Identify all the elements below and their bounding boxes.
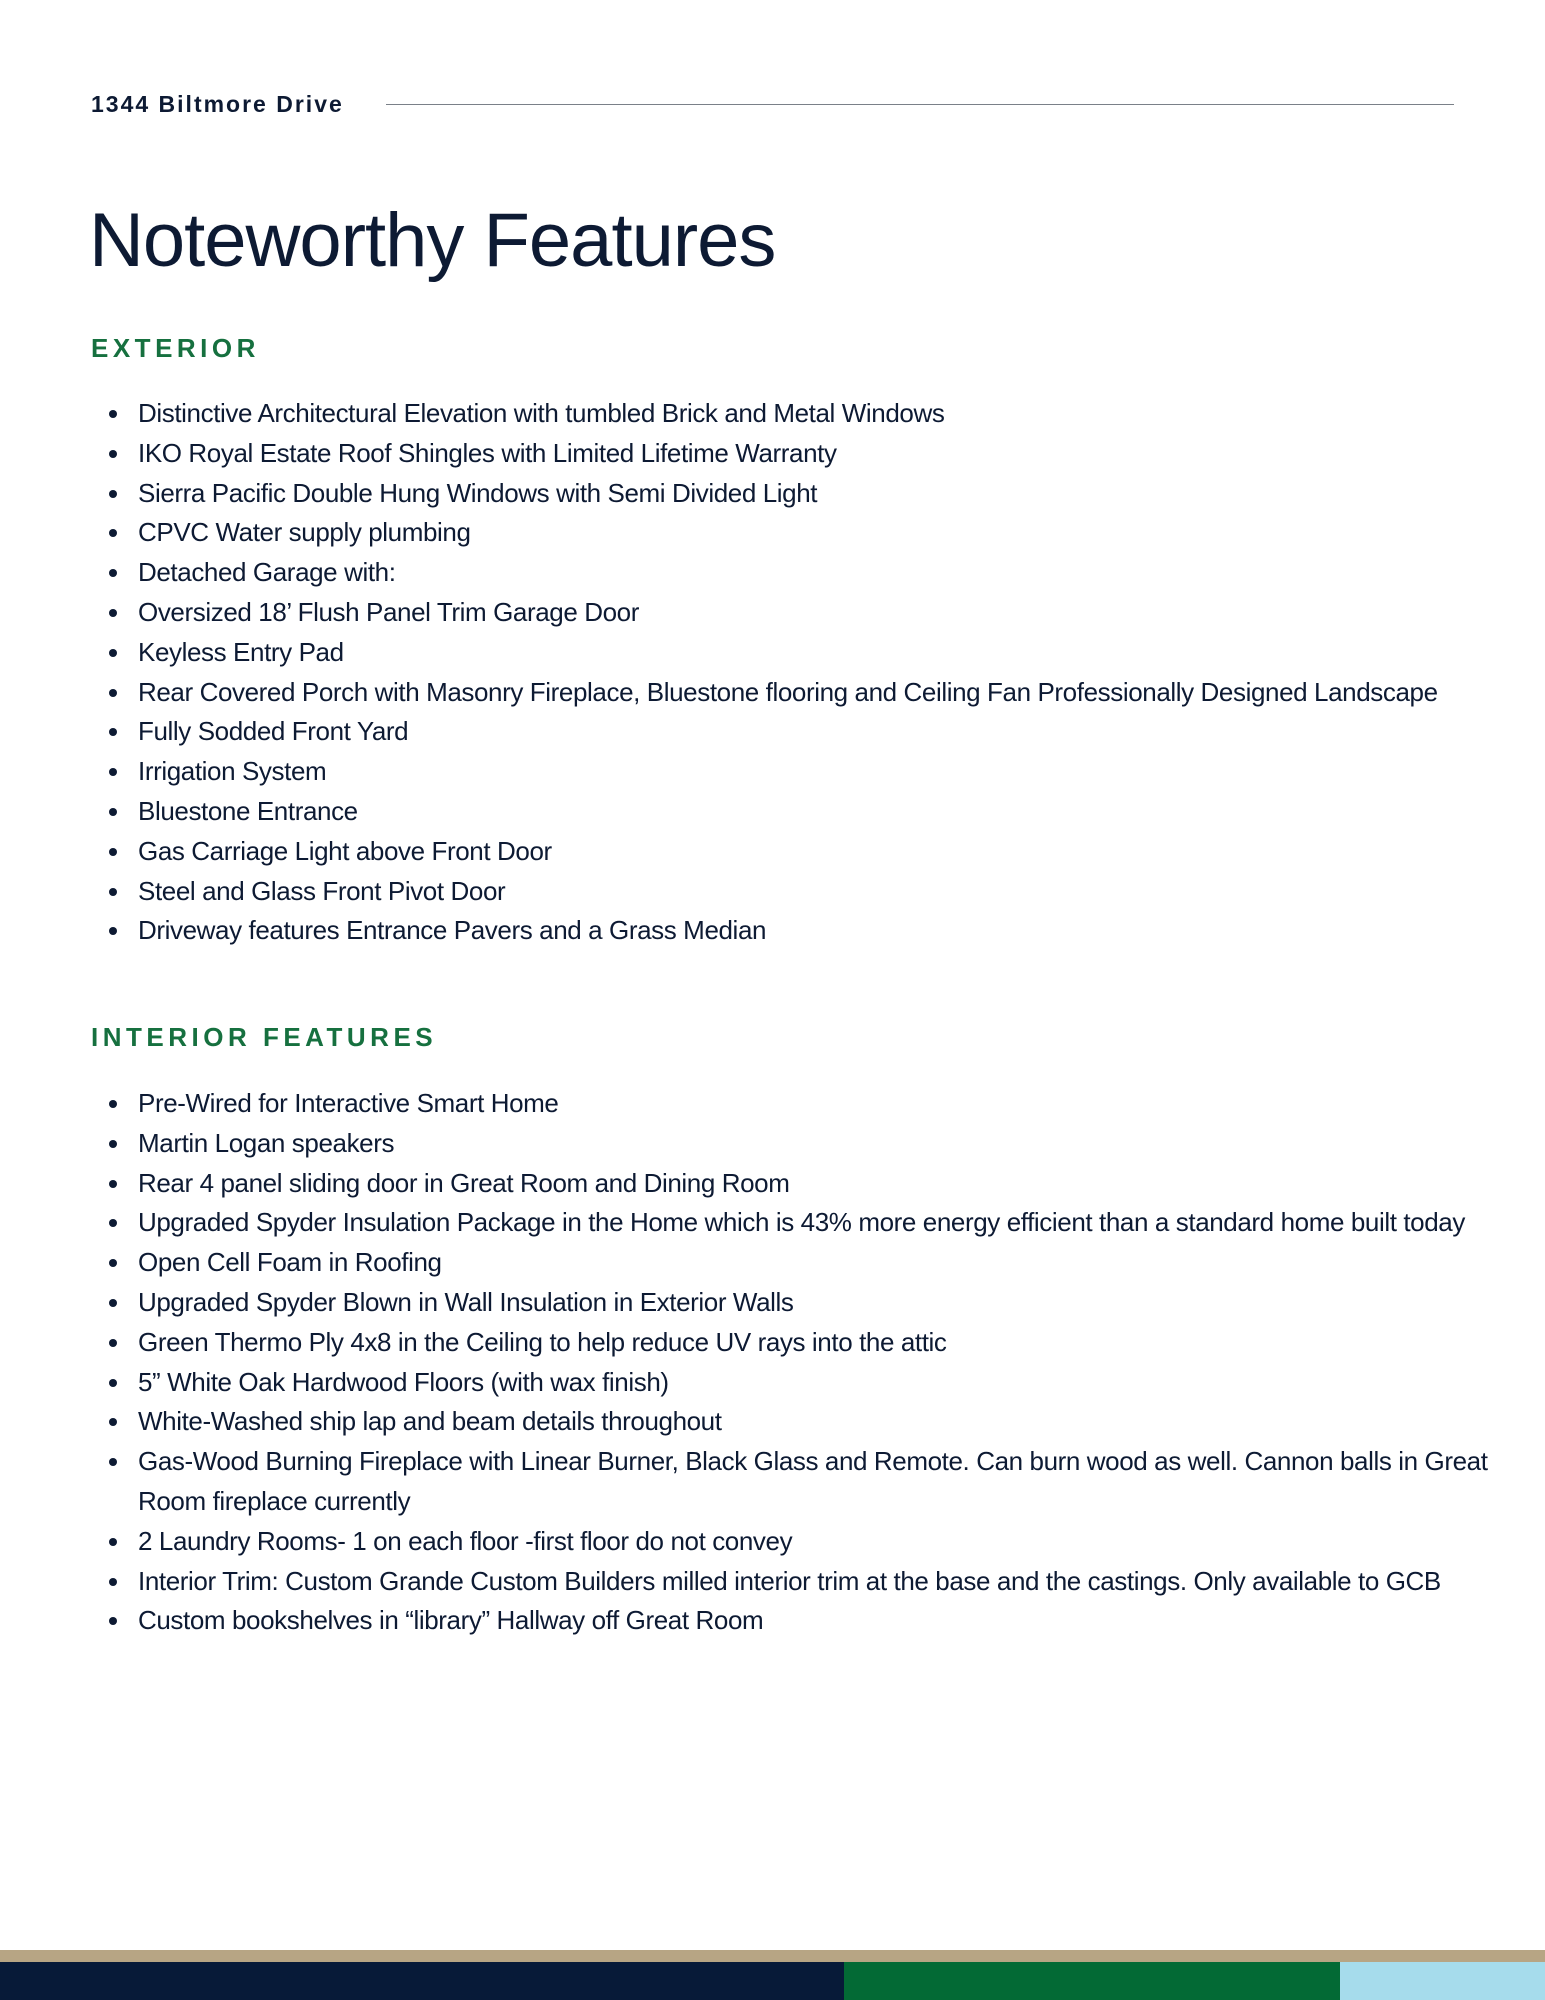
list-item: CPVC Water supply plumbing xyxy=(138,513,1518,553)
list-item: Rear Covered Porch with Masonry Fireplace, Bluestone flooring and Ceiling Fan Professionally Designed Landscape xyxy=(138,673,1518,713)
list-item: Rear 4 panel sliding door in Great Room and Dining Room xyxy=(138,1164,1518,1204)
list-item: Detached Garage with: xyxy=(138,553,1518,593)
list-item: Green Thermo Ply 4x8 in the Ceiling to help reduce UV rays into the attic xyxy=(138,1323,1518,1363)
list-item: Oversized 18’ Flush Panel Trim Garage Door xyxy=(138,593,1518,633)
list-item: Distinctive Architectural Elevation with tumbled Brick and Metal Windows xyxy=(138,394,1518,434)
list-item: Custom bookshelves in “library” Hallway off Great Room xyxy=(138,1601,1518,1641)
interior-feature-list xyxy=(91,1084,1518,1641)
list-item: Fully Sodded Front Yard xyxy=(138,712,1518,752)
list-item: Keyless Entry Pad xyxy=(138,633,1518,673)
list-item: Sierra Pacific Double Hung Windows with Semi Divided Light xyxy=(138,474,1518,514)
list-item: Interior Trim: Custom Grande Custom Builders milled interior trim at the base and the castings. Only available to GCB xyxy=(138,1562,1518,1602)
list-item: Driveway features Entrance Pavers and a Grass Median xyxy=(138,911,1518,951)
list-item: Open Cell Foam in Roofing xyxy=(138,1243,1518,1283)
list-item: 5” White Oak Hardwood Floors (with wax finish) xyxy=(138,1363,1518,1403)
footer-navy-block xyxy=(0,1962,844,2000)
list-item: Martin Logan speakers xyxy=(138,1124,1518,1164)
exterior-feature-list xyxy=(91,394,1518,951)
footer-tan-stripe xyxy=(0,1950,1545,1962)
page-title: Noteworthy Features xyxy=(89,198,776,283)
property-address: 1344 Biltmore Drive xyxy=(91,90,344,117)
header-divider xyxy=(386,104,1454,105)
list-item: Gas Carriage Light above Front Door xyxy=(138,832,1518,872)
list-item: Bluestone Entrance xyxy=(138,792,1518,832)
list-item: 2 Laundry Rooms- 1 on each floor -first floor do not convey xyxy=(138,1522,1518,1562)
list-item: Irrigation System xyxy=(138,752,1518,792)
list-item: Pre-Wired for Interactive Smart Home xyxy=(138,1084,1518,1124)
list-item: IKO Royal Estate Roof Shingles with Limited Lifetime Warranty xyxy=(138,434,1518,474)
list-item: Steel and Glass Front Pivot Door xyxy=(138,872,1518,912)
list-item: Upgraded Spyder Blown in Wall Insulation in Exterior Walls xyxy=(138,1283,1518,1323)
page-header xyxy=(91,88,1454,120)
exterior-heading: EXTERIOR xyxy=(91,333,260,363)
list-item: Gas-Wood Burning Fireplace with Linear Burner, Black Glass and Remote. Can burn wood as well. Cannon balls in Great Room fireplace currently xyxy=(138,1442,1518,1522)
footer-green-block xyxy=(844,1962,1340,2000)
list-item: White-Washed ship lap and beam details throughout xyxy=(138,1402,1518,1442)
interior-heading: INTERIOR FEATURES xyxy=(91,1022,438,1052)
footer-blue-block xyxy=(1340,1962,1545,2000)
list-item: Upgraded Spyder Insulation Package in the Home which is 43% more energy efficient than a standard home built today xyxy=(138,1203,1518,1243)
